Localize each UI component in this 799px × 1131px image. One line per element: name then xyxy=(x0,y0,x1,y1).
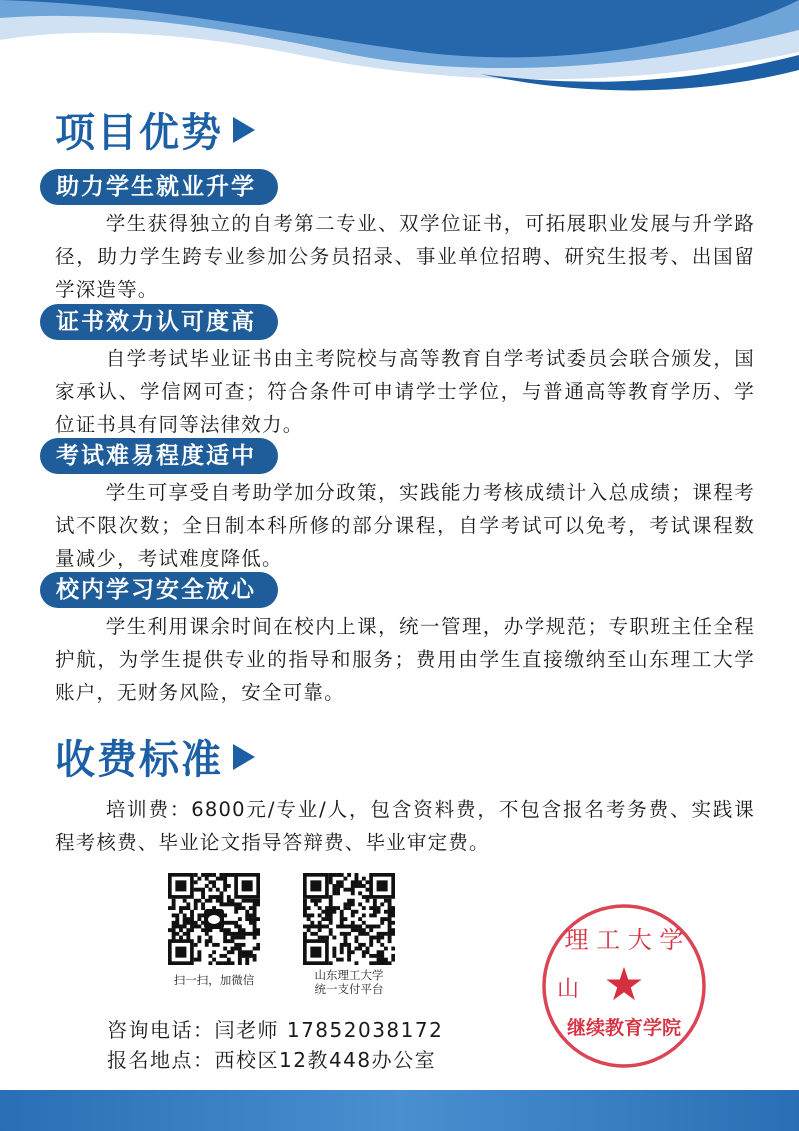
payment-qr-caption-line: 山东理工大学 xyxy=(314,968,384,982)
paragraph-certificate: 自学考试毕业证书由主考院校与高等教育自学考试委员会联合颁发，国家承认、学信网可查；符合条件可申请学士学位，与普通高等教育学历、学位证书具有同等法律效力。 xyxy=(55,347,755,436)
payment-qr-caption xyxy=(290,968,408,996)
payment-qr-caption-line: 统一支付平台 xyxy=(314,982,384,996)
section-title-text: 项目优势 xyxy=(55,109,223,156)
seal-top-text: 理 工 大 学 xyxy=(564,926,684,954)
triangle-arrow-icon xyxy=(233,117,255,143)
wechat-qr-code[interactable] xyxy=(168,873,260,965)
wechat-icon xyxy=(204,909,224,929)
footer-bar xyxy=(0,1090,799,1131)
subheading-employment: 助力学生就业升学 xyxy=(40,169,278,205)
triangle-arrow-icon xyxy=(233,744,255,770)
wechat-qr-caption: 扫一扫，加微信 xyxy=(173,973,255,987)
section-title-advantages xyxy=(55,101,255,158)
header-wave-decoration xyxy=(0,0,799,100)
subheading-safety: 校内学习安全放心 xyxy=(40,572,278,608)
contact-address: 报名地点：西校区12教448办公室 xyxy=(107,1048,437,1072)
star-icon: ★ xyxy=(603,957,645,1011)
subheading-difficulty: 考试难易程度适中 xyxy=(40,438,278,474)
qr-code-pattern xyxy=(303,873,395,965)
section-title-text: 收费标准 xyxy=(55,736,223,783)
paragraph-fees: 培训费：6800元/专业/人，包含资料费，不包含报名考务费、实践课程考核费、毕业论文指导答辩费、毕业审定费。 xyxy=(55,798,755,854)
paragraph-safety: 学生利用课余时间在校内上课，统一管理，办学规范；专职班主任全程护航，为学生提供专业的指导和服务；费用由学生直接缴纳至山东理工大学账户，无财务风险，安全可靠。 xyxy=(55,615,755,704)
paragraph-difficulty: 学生可享受自考助学加分政策，实践能力考核成绩计入总成绩；课程考试不限次数；全日制本科所修的部分课程，自学考试可以免考，考试课程数量减少，考试难度降低。 xyxy=(55,481,755,570)
paragraph-employment: 学生获得独立的自考第二专业、双学位证书，可拓展职业发展与升学路径，助力学生跨专业参加公务员招录、事业单位招聘、研究生报考、出国留学深造等。 xyxy=(55,212,755,301)
seal-bottom-text: 继续教育学院 xyxy=(566,1017,682,1039)
subheading-certificate: 证书效力认可度高 xyxy=(40,304,278,340)
seal-left-char: 山 xyxy=(556,977,580,1002)
official-seal-stamp xyxy=(538,900,710,1072)
contact-phone: 咨询电话：闫老师 17852038172 xyxy=(107,1018,444,1042)
payment-qr-code[interactable] xyxy=(303,873,395,965)
section-title-fees xyxy=(55,728,255,785)
